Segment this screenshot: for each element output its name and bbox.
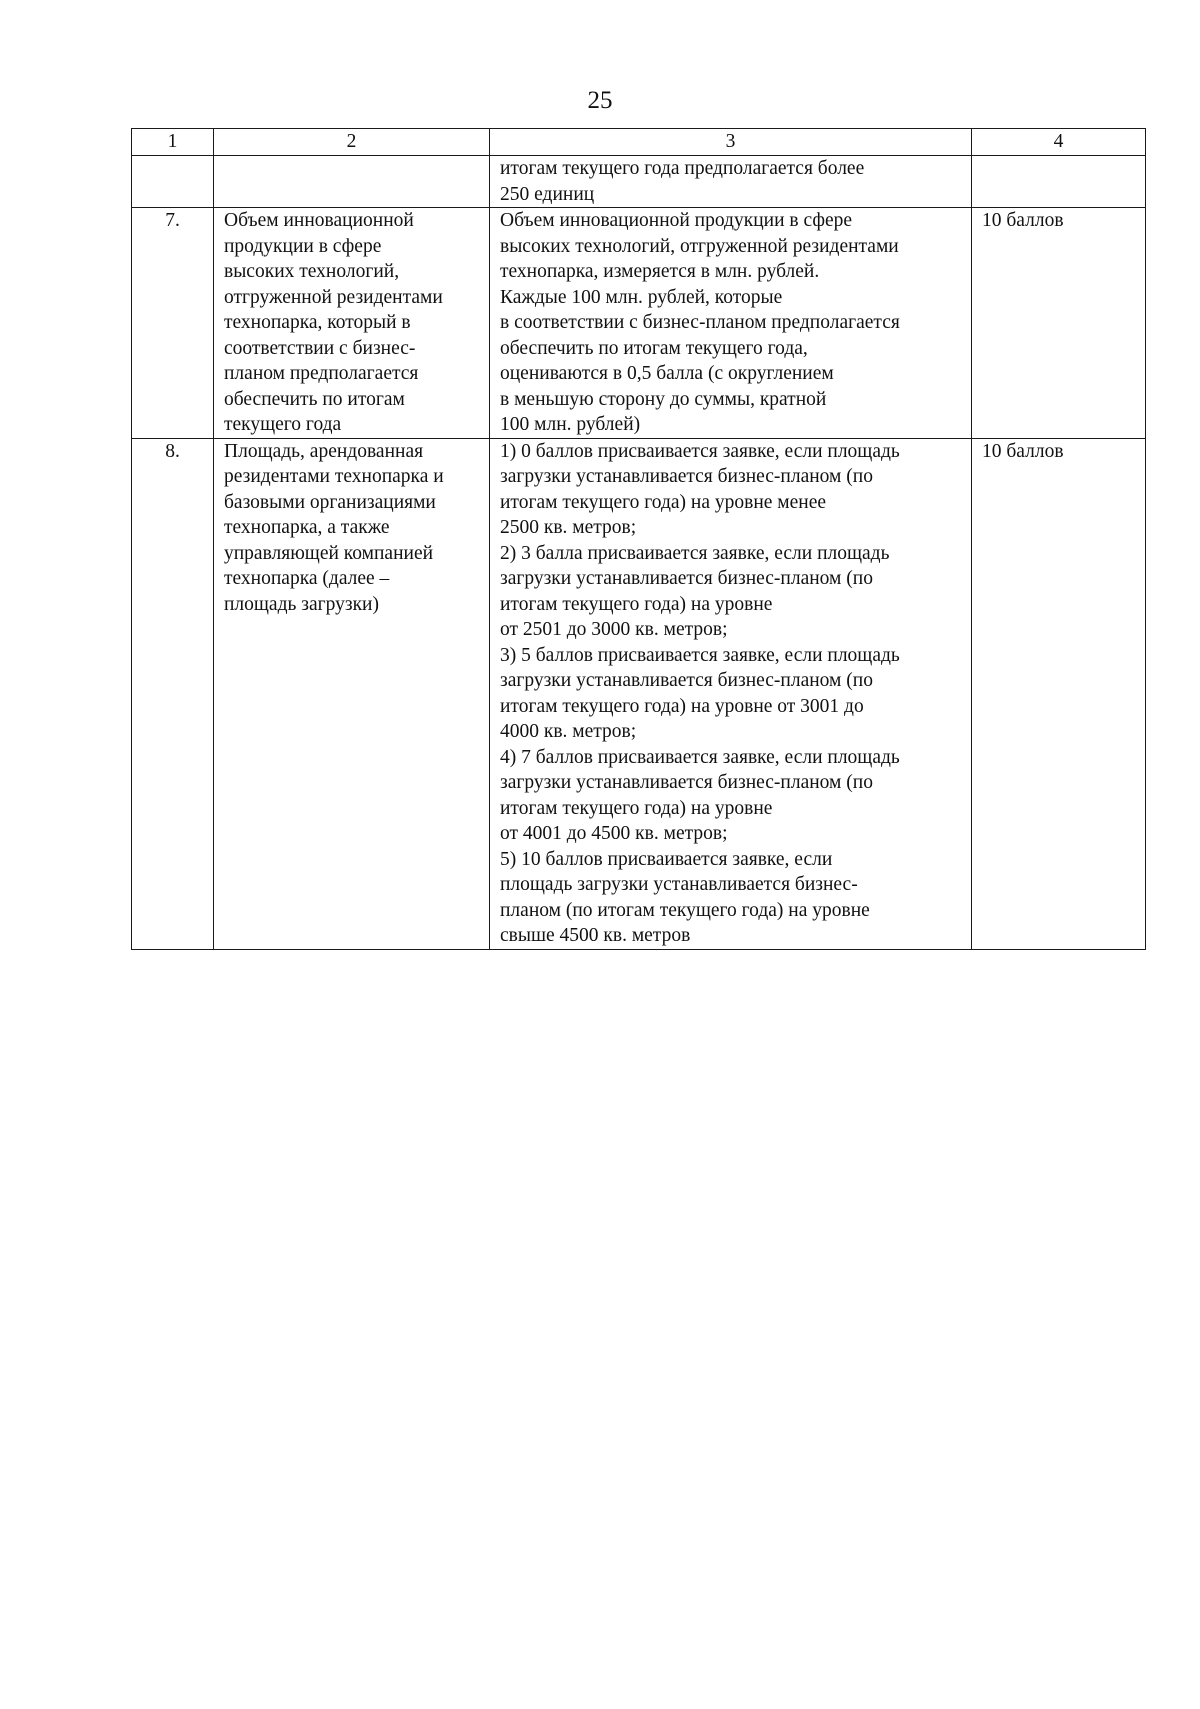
text-line: от 4001 до 4500 кв. метров; xyxy=(500,823,728,844)
table-row-7 xyxy=(132,208,1146,439)
criteria-table xyxy=(131,128,1146,950)
text-line: планом (по итогам текущего года) на уровне xyxy=(500,899,870,921)
row-8-score: 10 баллов xyxy=(972,438,1146,949)
text-line: технопарка, измеряется в млн. рублей. xyxy=(500,261,820,282)
text-line: базовыми организациями xyxy=(224,491,436,513)
text-line: текущего года xyxy=(224,414,342,435)
text-line: 1) 0 баллов присваивается заявке, если площадь xyxy=(500,440,900,462)
text-line: управляющей компанией xyxy=(224,542,434,564)
text-line: технопарка, который в xyxy=(224,312,411,333)
row-7-criterion xyxy=(214,208,490,439)
text-line: 100 млн. рублей) xyxy=(500,414,641,435)
text-line: загрузки устанавливается бизнес-планом (по xyxy=(500,772,873,793)
text-line: оцениваются в 0,5 балла (с округлением xyxy=(500,363,834,384)
text-line: Каждые 100 млн. рублей, которые xyxy=(500,286,783,308)
text-line: итогам текущего года) на уровне xyxy=(500,797,773,819)
text-line: итогам текущего года предполагается более xyxy=(500,158,865,179)
text-line: соответствии с бизнес- xyxy=(224,337,416,359)
text-line: обеспечить по итогам xyxy=(224,388,405,410)
text-line: 250 единиц xyxy=(500,183,595,205)
table-row-8 xyxy=(132,438,1146,949)
text-line: загрузки устанавливается бизнес-планом (по xyxy=(500,568,873,589)
text-line: 3) 5 баллов присваивается заявке, если площадь xyxy=(500,644,900,666)
continuation-num-cell xyxy=(132,156,214,208)
text-line: Площадь, арендованная xyxy=(224,440,424,462)
page-number: 25 xyxy=(587,87,613,114)
header-col-1: 1 xyxy=(132,129,214,156)
text-line: 5) 10 баллов присваивается заявке, если xyxy=(500,848,833,870)
table-row-continuation xyxy=(132,156,1146,208)
row-8-number: 8. xyxy=(132,438,214,949)
text-line: продукции в сфере xyxy=(224,235,382,257)
header-col-3: 3 xyxy=(490,129,972,156)
continuation-description-cell xyxy=(490,156,972,208)
text-line: высоких технологий, отгруженной резидентами xyxy=(500,235,899,257)
text-line: в соответствии с бизнес-планом предполагается xyxy=(500,312,900,333)
text-line: технопарка, а также xyxy=(224,517,390,538)
text-line: в меньшую сторону до суммы, кратной xyxy=(500,388,827,410)
row-7-score: 10 баллов xyxy=(972,208,1146,439)
text-line: Объем инновационной xyxy=(224,210,414,231)
continuation-score-cell xyxy=(972,156,1146,208)
text-line: Объем инновационной продукции в сфере xyxy=(500,210,853,231)
text-line: 4) 7 баллов присваивается заявке, если площадь xyxy=(500,746,900,768)
text-line: загрузки устанавливается бизнес-планом (по xyxy=(500,466,873,487)
text-line: технопарка (далее – xyxy=(224,568,390,589)
row-7-description xyxy=(490,208,972,439)
text-line: загрузки устанавливается бизнес-планом (по xyxy=(500,670,873,691)
row-8-criterion xyxy=(214,438,490,949)
text-line: отгруженной резидентами xyxy=(224,286,443,308)
text-line: итогам текущего года) на уровне xyxy=(500,593,773,615)
text-line: планом предполагается xyxy=(224,363,419,384)
row-7-number: 7. xyxy=(132,208,214,439)
text-line: площадь загрузки устанавливается бизнес- xyxy=(500,874,858,895)
continuation-criterion-cell xyxy=(214,156,490,208)
text-line: 4000 кв. метров; xyxy=(500,721,637,742)
text-line: площадь загрузки) xyxy=(224,593,379,615)
row-8-description xyxy=(490,438,972,949)
text-line: итогам текущего года) на уровне менее xyxy=(500,491,827,513)
header-col-2: 2 xyxy=(214,129,490,156)
header-col-4: 4 xyxy=(972,129,1146,156)
text-line: 2) 3 балла присваивается заявке, если площадь xyxy=(500,542,890,564)
text-line: обеспечить по итогам текущего года, xyxy=(500,337,808,359)
text-line: резидентами технопарка и xyxy=(224,466,444,487)
text-line: свыше 4500 кв. метров xyxy=(500,925,691,946)
text-line: высоких технологий, xyxy=(224,261,400,282)
text-line: итогам текущего года) на уровне от 3001 до xyxy=(500,695,864,717)
table-header-row xyxy=(132,129,1146,156)
text-line: от 2501 до 3000 кв. метров; xyxy=(500,619,728,640)
text-line: 2500 кв. метров; xyxy=(500,517,637,538)
